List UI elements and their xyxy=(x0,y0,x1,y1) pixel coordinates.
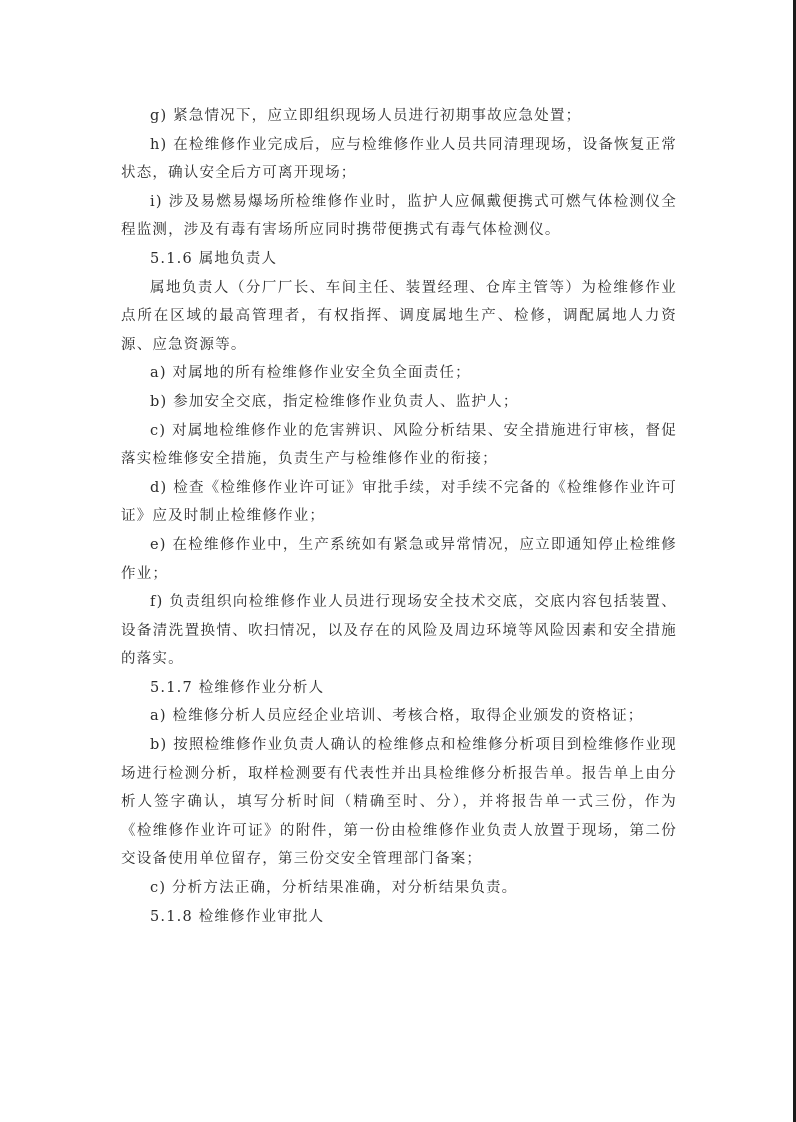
section-heading-5-1-6: 5.1.6 属地负责人 xyxy=(150,250,278,267)
item-h: h) 在检维修作业完成后，应与检维修作业人员共同清理现场，设备恢复正常状态，确认安全后方可离开现场； xyxy=(121,136,677,182)
analyst-item-a: a) 检维修分析人员应经企业培训、考核合格，取得企业颁发的资格证； xyxy=(150,708,644,725)
analyst-item-b: b) 按照检维修作业负责人确认的检维修点和检维修分析项目到检维修作业现场进行检测分析，取样检测要有代表性并出具检维修分析报告单。报告单上由分析人签字确认，填写分析时间（精确至时、分），并将报告单一式三份，作为《检维修作业许可证》的附件，第一份由检维修作业负责人放置于现场，第二份交设备使用单位留存，第三份交安全管理部门备案； xyxy=(121,737,677,868)
analyst-item-c: c) 分析方法正确，分析结果准确，对分析结果负责。 xyxy=(150,880,518,897)
item-e: e) 在检维修作业中，生产系统如有紧急或异常情况，应立即通知停止检维修作业； xyxy=(121,536,677,582)
item-i: i) 涉及易燃易爆场所检维修作业时，监护人应佩戴便携式可燃气体检测仪全程监测，涉及有毒有害场所应同时携带便携式有毒气体检测仪。 xyxy=(121,193,677,239)
item-c: c) 对属地检维修作业的危害辨识、风险分析结果、安全措施进行审核，督促落实检维修安全措施，负责生产与检维修作业的衔接； xyxy=(121,422,677,468)
item-f: f) 负责组织向检维修作业人员进行现场安全技术交底，交底内容包括装置、设备清洗置换情、吹扫情况，以及存在的风险及周边环境等风险因素和安全措施的落实。 xyxy=(121,594,677,668)
item-a: a) 对属地的所有检维修作业安全负全面责任； xyxy=(150,365,471,382)
body-paragraph: 属地负责人（分厂厂长、车间主任、装置经理、仓库主管等）为检维修作业点所在区域的最高管理者，有权指挥、调度属地生产、检修，调配属地人力资源、应急资源等。 xyxy=(121,279,677,353)
document-body xyxy=(121,102,677,931)
item-b: b) 参加安全交底，指定检维修作业负责人、监护人； xyxy=(150,393,519,410)
section-heading-5-1-7: 5.1.7 检维修作业分析人 xyxy=(150,679,325,696)
item-g: g) 紧急情况下，应立即组织现场人员进行初期事故应急处置； xyxy=(150,108,582,124)
item-d: d) 检查《检维修作业许可证》审批手续，对手续不完备的《检维修作业许可证》应及时制止检维修作业； xyxy=(121,479,677,525)
section-heading-5-1-8: 5.1.8 检维修作业审批人 xyxy=(150,908,325,925)
